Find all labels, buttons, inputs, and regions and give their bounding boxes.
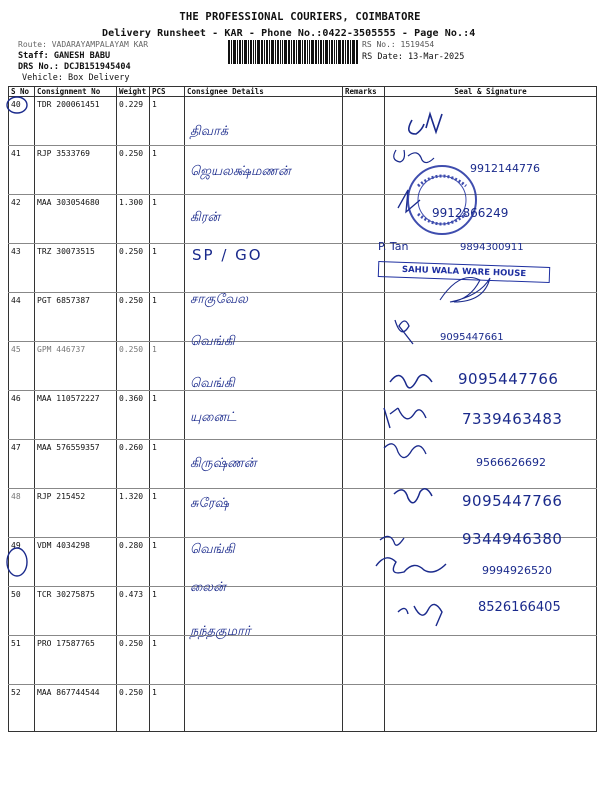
cell-consignment: PGT 6857387: [35, 293, 117, 342]
cell-pcs: 1: [150, 293, 185, 342]
phone-50: 9095447766: [462, 492, 563, 510]
document-subtitle: Delivery Runsheet - KAR - Phone No.:0422-3505555 - Page No.:4: [102, 28, 476, 39]
cell-pcs: 1: [150, 489, 185, 538]
consignee-name-42: கிரன்: [190, 210, 220, 225]
phone-extra: 8526166405: [478, 600, 561, 615]
column-header-signature: Seal & Signature: [385, 87, 597, 97]
rs-number: RS No.: 1519454: [362, 40, 435, 49]
column-header-pcs: PCS: [150, 87, 185, 97]
cell-pcs: 1: [150, 440, 185, 489]
cell-weight: 0.250: [117, 636, 150, 685]
cell-weight: 1.320: [117, 489, 150, 538]
vehicle-label: Vehicle: Box Delivery: [22, 73, 130, 83]
cell-weight: 0.260: [117, 440, 150, 489]
column-header-weight: Weight: [117, 87, 150, 97]
cell-weight: 0.250: [117, 244, 150, 293]
cell-sno: 46: [9, 391, 35, 440]
cell-signature: [385, 685, 597, 732]
cell-remarks: [343, 146, 385, 195]
cell-remarks: [343, 587, 385, 636]
cell-pcs: 1: [150, 244, 185, 293]
cell-consignment: TCR 30275875: [35, 587, 117, 636]
cell-remarks: [343, 293, 385, 342]
cell-consignment: MAA 303054680: [35, 195, 117, 244]
cell-consignment: VDM 4034298: [35, 538, 117, 587]
cell-consignment: TDR 200061451: [35, 97, 117, 146]
phone-42: 9912866249: [432, 206, 509, 220]
route-label: Route: VADARAYAMPALAYAM KAR: [18, 40, 149, 49]
cell-consignee: [185, 636, 343, 685]
cell-sno: 41: [9, 146, 35, 195]
column-header-consignment: Consignment No: [35, 87, 117, 97]
consignee-name-40: திவாக்: [190, 124, 229, 139]
cell-weight: 1.300: [117, 195, 150, 244]
document-title: THE PROFESSIONAL COURIERS, COIMBATORE: [179, 11, 421, 23]
cell-sno: 44: [9, 293, 35, 342]
cell-remarks: [343, 391, 385, 440]
cell-weight: 0.280: [117, 538, 150, 587]
phone-52: 9994926520: [482, 564, 552, 577]
cell-remarks: [343, 342, 385, 391]
cell-weight: 0.360: [117, 391, 150, 440]
phone-48: 7339463483: [462, 410, 563, 428]
cell-weight: 0.250: [117, 342, 150, 391]
consignee-name-46: வெங்கி: [190, 376, 235, 391]
column-header-sno: S No: [9, 87, 35, 97]
column-header-remarks: Remarks: [343, 87, 385, 97]
cell-pcs: 1: [150, 195, 185, 244]
cell-consignment: PRO 17587765: [35, 636, 117, 685]
cell-pcs: 1: [150, 685, 185, 732]
cell-pcs: 1: [150, 146, 185, 195]
cell-weight: 0.229: [117, 97, 150, 146]
cell-consignment: GPM 446737: [35, 342, 117, 391]
cell-sno: 40: [9, 97, 35, 146]
consignee-name-48: கிருஷ்ணன்: [190, 456, 257, 471]
cell-remarks: [343, 440, 385, 489]
column-header-consignee: Consignee Details: [185, 87, 343, 97]
table-row: [9, 685, 597, 732]
phone-49: 9566626692: [476, 456, 546, 469]
cell-remarks: [343, 97, 385, 146]
cell-pcs: 1: [150, 97, 185, 146]
phone-41: 9912144776: [470, 162, 540, 175]
barcode-image: [228, 40, 358, 64]
cell-consignment: TRZ 30073515: [35, 244, 117, 293]
consignee-name-43: SP / GO: [192, 246, 263, 264]
cell-sno: 42: [9, 195, 35, 244]
cell-consignment: MAA 110572227: [35, 391, 117, 440]
consignee-name-52: நந்தகுமார்: [190, 624, 251, 639]
cell-weight: 0.250: [117, 146, 150, 195]
table-row: [9, 293, 597, 342]
cell-remarks: [343, 195, 385, 244]
cell-sno: 50: [9, 587, 35, 636]
cell-sno: 47: [9, 440, 35, 489]
consignee-name-44: சாகுவேல: [190, 292, 248, 307]
cell-consignment: MAA 576559357: [35, 440, 117, 489]
cell-weight: 0.250: [117, 685, 150, 732]
cell-consignment: MAA 867744544: [35, 685, 117, 732]
cell-sno: 49: [9, 538, 35, 587]
cell-remarks: [343, 685, 385, 732]
consignee-name-50: வெங்கி: [190, 542, 235, 557]
phone-43: 9894300911: [460, 242, 524, 253]
drs-number: DRS No.: DCJB151945404: [18, 62, 131, 72]
cell-sno: 45: [9, 342, 35, 391]
signature-text-43: P. Tan: [378, 240, 409, 253]
cell-consignee: [185, 685, 343, 732]
staff-label: Staff: GANESH BABU: [18, 51, 111, 61]
phone-51: 9344946380: [462, 530, 563, 548]
consignee-name-51: லைன்: [190, 580, 226, 595]
cell-consignment: RJP 3533769: [35, 146, 117, 195]
consignee-name-41: ஜெயலக்ஷ்மணன்: [190, 164, 291, 179]
warehouse-stamp: SAHU WALA WARE HOUSE: [378, 261, 550, 283]
cell-weight: 0.250: [117, 293, 150, 342]
cell-remarks: [343, 538, 385, 587]
cell-signature: [385, 97, 597, 146]
table-header-row: [9, 87, 597, 97]
cell-pcs: 1: [150, 391, 185, 440]
cell-sno: 51: [9, 636, 35, 685]
cell-pcs: 1: [150, 342, 185, 391]
consignee-name-47: யுனைட்: [190, 410, 237, 425]
cell-pcs: 1: [150, 636, 185, 685]
runsheet-table: [8, 86, 597, 732]
cell-pcs: 1: [150, 538, 185, 587]
consignee-name-49: சுரேஷ்: [190, 496, 229, 511]
cell-signature: [385, 636, 597, 685]
phone-47: 9095447766: [458, 370, 559, 388]
cell-weight: 0.473: [117, 587, 150, 636]
cell-sno: 48: [9, 489, 35, 538]
cell-sno: 43: [9, 244, 35, 293]
cell-sno: 52: [9, 685, 35, 732]
cell-remarks: [343, 636, 385, 685]
phone-45: 9095447661: [440, 332, 504, 343]
cell-consignment: RJP 215452: [35, 489, 117, 538]
table-row: [9, 636, 597, 685]
cell-remarks: [343, 489, 385, 538]
cell-pcs: 1: [150, 587, 185, 636]
rs-date: RS Date: 13-Mar-2025: [362, 52, 465, 62]
consignee-name-45: வெங்கி: [190, 334, 235, 349]
table-row: [9, 97, 597, 146]
